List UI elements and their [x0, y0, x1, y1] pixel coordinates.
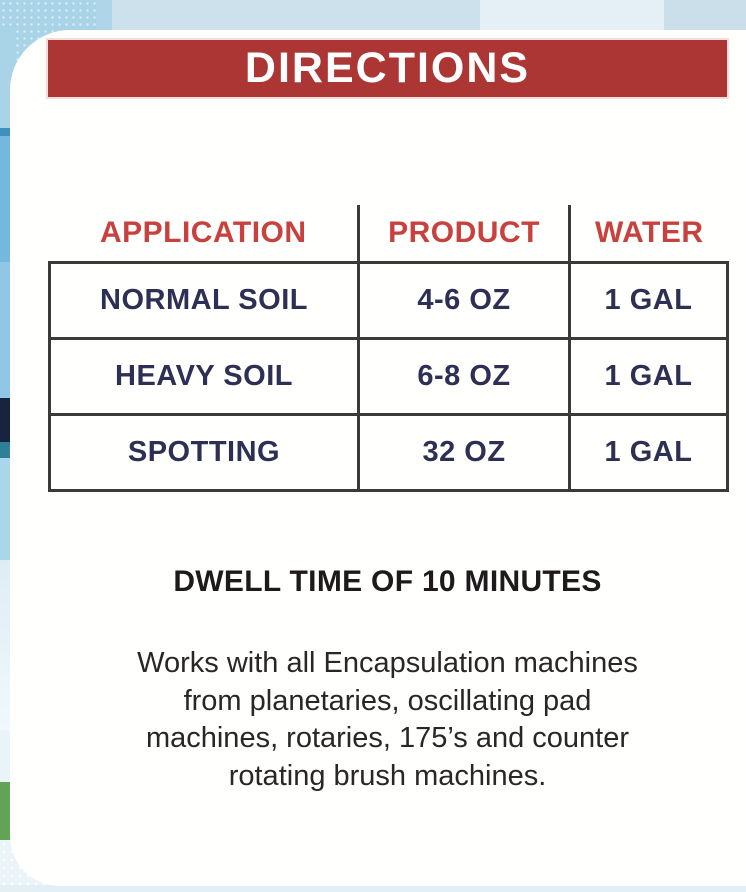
description-line: machines, rotaries, 175’s and counter	[145, 722, 630, 754]
col-header-application: APPLICATION	[50, 205, 359, 263]
col-header-water: WATER	[594, 216, 704, 249]
directions-title: DIRECTIONS	[244, 44, 531, 92]
description-line: Works with all Encapsulation machines	[137, 647, 638, 679]
cell-water: 1 GAL	[570, 339, 728, 415]
dwell-time-note: DWELL TIME OF 10 MINUTES	[173, 565, 602, 598]
description-line: rotating brush machines.	[228, 759, 547, 792]
cell-product: 6-8 OZ	[359, 339, 570, 415]
cell-product: 4-6 OZ	[359, 263, 570, 339]
dilution-table	[48, 205, 729, 492]
cell-application: HEAVY SOIL	[50, 339, 359, 415]
cell-application: NORMAL SOIL	[50, 263, 359, 339]
table-row	[50, 415, 728, 491]
sky-bottom-strip	[0, 885, 746, 892]
description-line: from planetaries, oscillating pad	[183, 684, 592, 717]
col-header-product: PRODUCT	[359, 205, 570, 263]
table-row	[50, 263, 728, 339]
directions-banner	[48, 40, 727, 97]
machine-compatibility-text	[48, 645, 727, 795]
cell-product: 32 OZ	[359, 415, 570, 491]
cell-application: SPOTTING	[50, 415, 359, 491]
table-row	[50, 339, 728, 415]
cell-water: 1 GAL	[570, 263, 728, 339]
cell-water: 1 GAL	[570, 415, 728, 491]
table-header-row	[50, 205, 728, 263]
label-panel	[10, 30, 746, 886]
sky-top-strip	[0, 0, 746, 30]
